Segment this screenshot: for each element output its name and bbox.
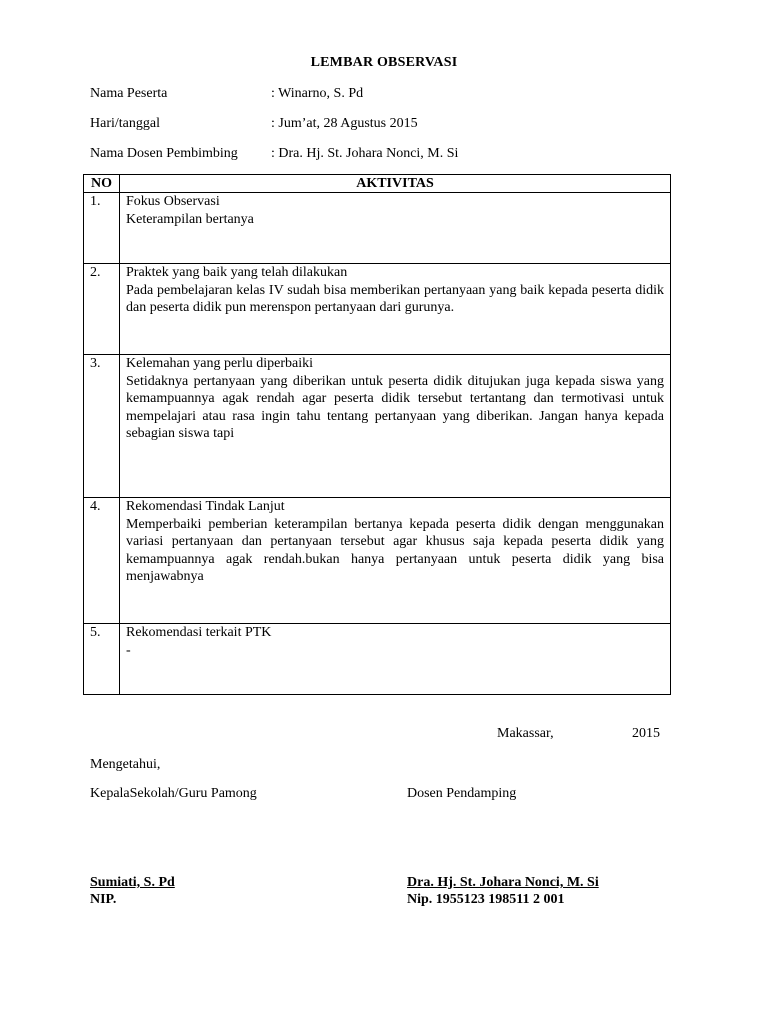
activity-heading: Fokus Observasi <box>126 194 220 209</box>
activity-body: Keterampilan bertanya <box>126 211 254 227</box>
left-signatory-id: NIP. <box>90 892 117 907</box>
table-row <box>84 264 671 355</box>
year-label: 2015 <box>632 726 660 741</box>
supervisor-value: : Dra. Hj. St. Johara Nonci, M. Si <box>271 146 459 161</box>
activity-cell <box>120 193 671 264</box>
activity-cell <box>120 624 671 695</box>
left-role: KepalaSekolah/Guru Pamong <box>90 786 257 801</box>
activity-cell <box>120 498 671 624</box>
activity-body: - <box>126 642 131 658</box>
page-title: LEMBAR OBSERVASI <box>310 55 458 70</box>
activity-body: Setidaknya pertanyaan yang diberikan untuk peserta didik ditujukan juga kepada siswa yang kemampuannya agak rendah agar peserta didik tersebut tertantang dan termotivasi untuk mempelajari atau rasa ingin tahu tentang pertanyaan yang diberikan. Jangan hanya kepada sebagian siswa tapi <box>126 373 664 441</box>
participant-name-label: Nama Peserta <box>90 86 168 101</box>
table-header-row <box>84 175 671 193</box>
activity-heading: Praktek yang baik yang telah dilakukan <box>126 265 348 280</box>
row-number: 2. <box>84 264 120 355</box>
left-signatory-name: Sumiati, S. Pd <box>90 875 175 890</box>
right-role: Dosen Pendamping <box>407 786 517 801</box>
row-number: 4. <box>84 498 120 624</box>
activity-body: Memperbaiki pemberian keterampilan bertanya kepada peserta didik dengan menggunakan variasi pertanyaan dan pertanyaan tersebut agar khusus saja kepada peserta didik yang kemampuannya agak rendah.bukan hanya pertanyaan untuk peserta didik yang bisa menjawabnya <box>126 516 664 584</box>
activity-cell <box>120 355 671 498</box>
table-row <box>84 355 671 498</box>
date-value: : Jum’at, 28 Agustus 2015 <box>271 116 418 131</box>
activity-body: Pada pembelajaran kelas IV sudah bisa memberikan pertanyaan yang baik kepada peserta didik dan peserta didik pun merenspon pertanyaan dari gurunya. <box>126 282 664 315</box>
activity-heading: Rekomendasi Tindak Lanjut <box>126 499 285 514</box>
row-number: 5. <box>84 624 120 695</box>
table-row <box>84 193 671 264</box>
row-number: 3. <box>84 355 120 498</box>
participant-name-value: : Winarno, S. Pd <box>271 86 364 101</box>
activity-heading: Kelemahan yang perlu diperbaiki <box>126 356 313 371</box>
header-no: NO <box>84 175 120 193</box>
place-label: Makassar, <box>497 726 554 741</box>
observation-table <box>83 174 671 695</box>
supervisor-label: Nama Dosen Pembimbing <box>90 146 238 161</box>
right-signatory-name: Dra. Hj. St. Johara Nonci, M. Si <box>407 875 599 890</box>
table-row <box>84 498 671 624</box>
activity-cell <box>120 264 671 355</box>
row-number: 1. <box>84 193 120 264</box>
header-activity: AKTIVITAS <box>120 175 671 193</box>
right-signatory-id: Nip. 1955123 198511 2 001 <box>407 892 565 907</box>
activity-heading: Rekomendasi terkait PTK <box>126 625 272 640</box>
acknowledge-label: Mengetahui, <box>90 757 161 772</box>
table-row <box>84 624 671 695</box>
date-label: Hari/tanggal <box>90 116 160 131</box>
